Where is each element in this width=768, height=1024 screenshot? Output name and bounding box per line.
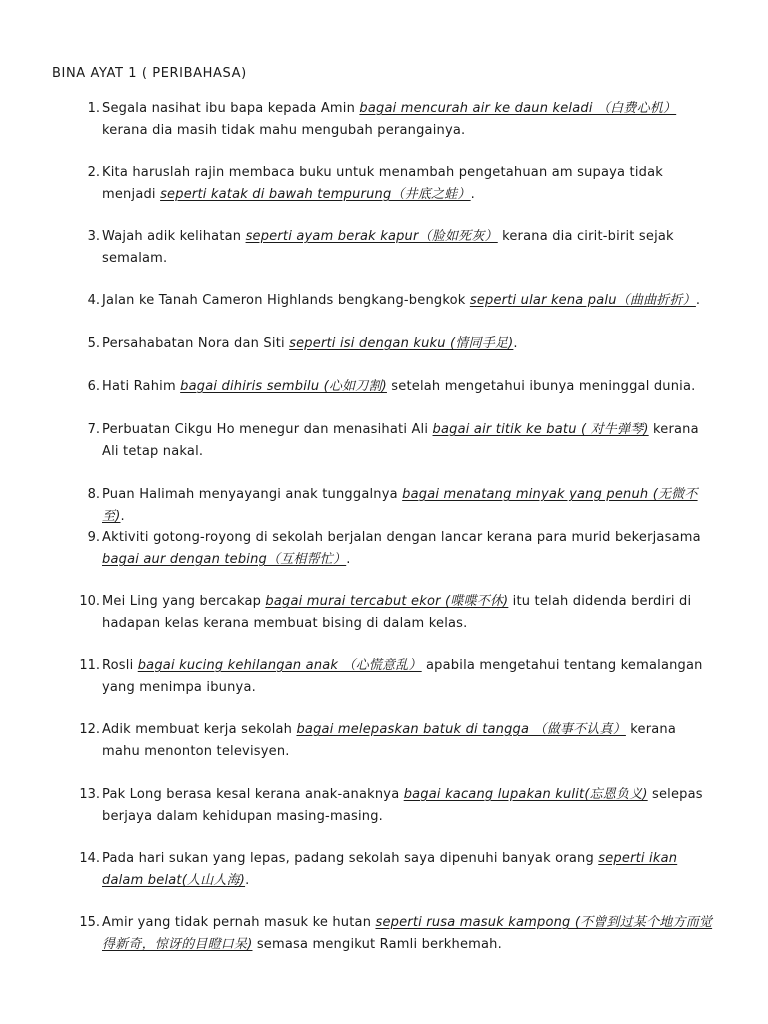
proverb: seperti katak di bawah tempurung（井底之蛙） xyxy=(160,187,471,202)
item-sentence xyxy=(102,591,714,635)
proverb: bagai menatang minyak yang penuh (无微不至) xyxy=(102,487,698,524)
proverb: bagai melepaskan batuk di tangga （做事不认真） xyxy=(296,722,626,737)
item-number: 6. xyxy=(87,379,100,394)
sentence-text: semasa mengikut Ramli berkhemah. xyxy=(252,937,502,952)
item-sentence xyxy=(102,290,714,312)
sentence-text: kerana dia cirit-birit sejak semalam. xyxy=(102,229,674,266)
sentence-text: kerana dia masih tidak mahu mengubah perangainya. xyxy=(102,123,466,138)
item-sentence xyxy=(102,655,714,699)
sentence-text: kerana Ali tetap nakal. xyxy=(102,422,699,459)
item-number: 14. xyxy=(79,851,100,866)
sentence-text: Pada hari sukan yang lepas, padang sekolah saya dipenuhi banyak orang xyxy=(102,851,599,866)
sentence-text: kerana mahu menonton televisyen. xyxy=(102,722,677,759)
item-number: 2. xyxy=(87,165,100,180)
proverb: seperti ayam berak kapur（脸如死灰） xyxy=(245,229,498,244)
item-sentence xyxy=(102,333,714,355)
sentence-text: setelah mengetahui ibunya meninggal dunia. xyxy=(386,379,696,394)
proverb: seperti rusa masuk kampong (不曾到过某个地方而觉得新奇，惊讶的目瞪口呆) xyxy=(102,915,713,952)
sentence-text: Aktiviti gotong-royong di sekolah berjalan dengan lancar kerana para murid bekerjasama xyxy=(102,530,701,545)
sentence-text: Mei Ling yang bercakap xyxy=(102,594,266,609)
item-sentence xyxy=(102,419,714,463)
item-sentence xyxy=(102,527,714,571)
item-sentence xyxy=(102,98,714,142)
sentence-text: . xyxy=(245,873,250,888)
proverb: seperti isi dengan kuku (情同手足) xyxy=(289,336,514,351)
item-sentence xyxy=(102,784,714,828)
proverb: seperti ikan dalam belat(人山人海) xyxy=(102,851,678,888)
sentence-text: . xyxy=(120,509,125,524)
item-sentence xyxy=(102,484,714,528)
item-number: 1. xyxy=(87,101,100,116)
document-title: BINA AYAT 1 ( PERIBAHASA) xyxy=(52,66,247,81)
sentence-text: Puan Halimah menyayangi anak tunggalnya xyxy=(102,487,403,502)
item-number: 15. xyxy=(79,915,100,930)
item-number: 11. xyxy=(79,658,100,673)
proverb: bagai aur dengan tebing（互相帮忙） xyxy=(102,552,347,567)
sentence-text: . xyxy=(346,552,351,567)
sentence-text: Wajah adik kelihatan xyxy=(102,229,246,244)
item-sentence xyxy=(102,719,714,763)
item-sentence xyxy=(102,376,714,398)
sentence-text: . xyxy=(695,293,701,308)
item-sentence xyxy=(102,226,714,270)
item-sentence xyxy=(102,912,714,956)
item-number: 12. xyxy=(79,722,100,737)
proverb: bagai dihiris sembilu (心如刀割) xyxy=(180,379,387,394)
item-number: 8. xyxy=(87,487,100,502)
proverb: bagai kucing kehilangan anak （心慌意乱） xyxy=(137,658,422,673)
sentence-text: itu telah didenda berdiri di hadapan kelas kerana membuat bising di dalam kelas. xyxy=(102,594,692,631)
proverb: bagai murai tercabut ekor (喋喋不休) xyxy=(265,594,509,609)
sentence-text: selepas berjaya dalam kehidupan masing-masing. xyxy=(102,787,703,824)
sentence-text: Jalan ke Tanah Cameron Highlands bengkang-bengkok xyxy=(102,293,470,308)
sentence-text: Pak Long berasa kesal kerana anak-anaknya xyxy=(102,787,404,802)
item-number: 9. xyxy=(87,530,100,545)
sentence-text: Rosli xyxy=(102,658,138,673)
item-sentence xyxy=(102,848,714,892)
proverb: seperti ular kena palu（曲曲折折） xyxy=(469,293,696,308)
sentence-text: . xyxy=(513,336,518,351)
item-number: 3. xyxy=(87,229,100,244)
sentence-text: . xyxy=(470,187,475,202)
item-number: 5. xyxy=(87,336,100,351)
item-number: 4. xyxy=(87,293,100,308)
sentence-text: apabila mengetahui tentang kemalangan yang menimpa ibunya. xyxy=(102,658,703,695)
sentence-text: Segala nasihat ibu bapa kepada Amin xyxy=(102,101,360,116)
sentence-text: Hati Rahim xyxy=(102,379,181,394)
item-number: 13. xyxy=(79,787,100,802)
item-number: 10. xyxy=(79,594,100,609)
item-sentence xyxy=(102,162,714,206)
proverb: bagai air titik ke batu ( 对牛弹琴) xyxy=(432,422,649,437)
sentence-text: Adik membuat kerja sekolah xyxy=(102,722,297,737)
sentence-text: Kita haruslah rajin membaca buku untuk menambah pengetahuan am supaya tidak menjadi xyxy=(102,165,663,202)
sentence-text: Persahabatan Nora dan Siti xyxy=(102,336,290,351)
sentence-text: Amir yang tidak pernah masuk ke hutan xyxy=(102,915,376,930)
proverb: bagai kacang lupakan kulit(忘恩负义) xyxy=(403,787,648,802)
item-number: 7. xyxy=(87,422,100,437)
sentence-text: Perbuatan Cikgu Ho menegur dan menasihati Ali xyxy=(102,422,433,437)
proverb: bagai mencurah air ke daun keladi （白费心机） xyxy=(359,101,677,116)
